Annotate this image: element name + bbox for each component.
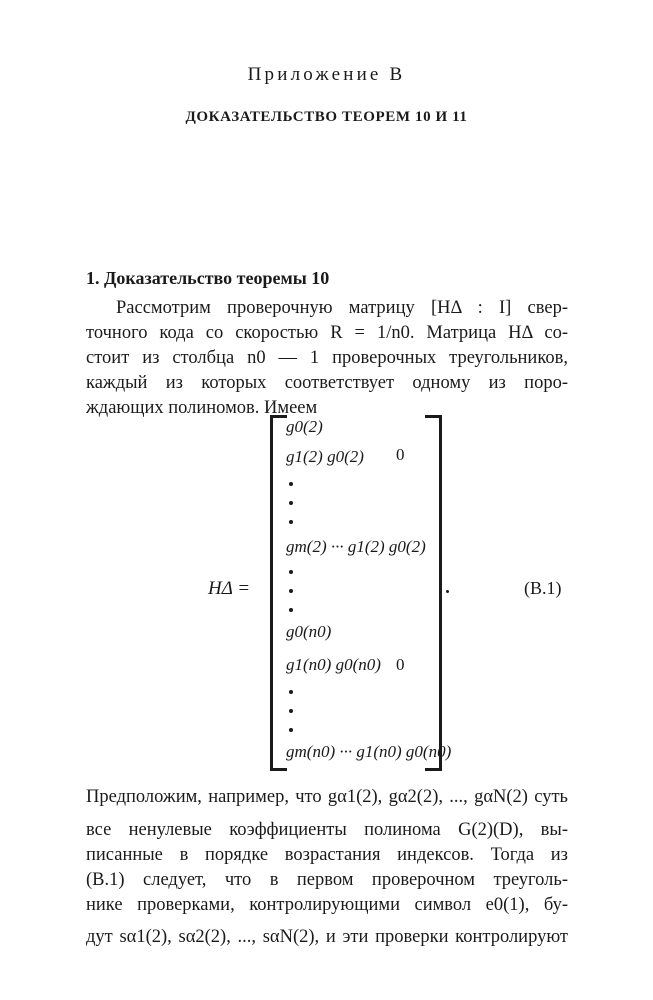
matrix-row: g0(n0) [286, 622, 332, 641]
equation-number: (В.1) [524, 578, 562, 598]
text-line: Рассмотрим проверочную матрицу [HΔ : I] свер- [116, 298, 568, 318]
text-line: дут sα1(2), sα2(2), ..., sαN(2), и эти проверки контролируют [86, 927, 568, 947]
vertical-dot [289, 589, 293, 593]
matrix-lhs: HΔ = [208, 578, 251, 599]
vertical-dot [289, 482, 293, 486]
text-line: точного кода со скоростью R = 1/n0. Матрица HΔ со- [86, 323, 568, 343]
text-line: писанные в порядке возрастания индексов. Тогда из [86, 845, 568, 865]
matrix-row: gm(n0) ··· g1(n0) g0(n0) [286, 742, 452, 761]
matrix-row: g0(2) [286, 417, 323, 436]
vertical-dot [289, 608, 293, 612]
vertical-dot [289, 501, 293, 505]
text-line: стоит из столбца n0 — 1 проверочных треугольников, [86, 348, 568, 368]
text-line: каждый из которых соответствует одному из поро- [86, 373, 568, 393]
matrix-row: gm(2) ··· g1(2) g0(2) [286, 537, 426, 556]
matrix-zero: 0 [396, 655, 405, 674]
equation-period [446, 590, 449, 593]
text-line: ждающих полиномов. Имеем [86, 398, 318, 418]
vertical-dot [289, 709, 293, 713]
matrix-row: g1(n0) g0(n0) [286, 655, 381, 674]
vertical-dot [289, 690, 293, 694]
vertical-dot [289, 570, 293, 574]
section-title: 1. Доказательство теоремы 10 [86, 268, 330, 288]
right-bracket [425, 415, 442, 771]
matrix-zero: 0 [396, 445, 405, 464]
vertical-dot [289, 520, 293, 524]
text-line: все ненулевые коэффициенты полинома G(2)(D), вы- [86, 820, 568, 840]
text-line: нике проверками, контролирующими символ e0(1), бу- [86, 895, 568, 915]
text-line: Предположим, например, что gα1(2), gα2(2), ..., gαN(2) суть [86, 787, 568, 807]
vertical-dot [289, 728, 293, 732]
appendix-heading: Приложение В [247, 64, 406, 85]
left-bracket [270, 415, 287, 771]
main-title: ДОКАЗАТЕЛЬСТВО ТЕОРЕМ 10 И 11 [185, 109, 468, 125]
text-line: (В.1) следует, что в первом проверочном треуголь- [86, 870, 568, 890]
matrix-row: g1(2) g0(2) [286, 447, 364, 466]
